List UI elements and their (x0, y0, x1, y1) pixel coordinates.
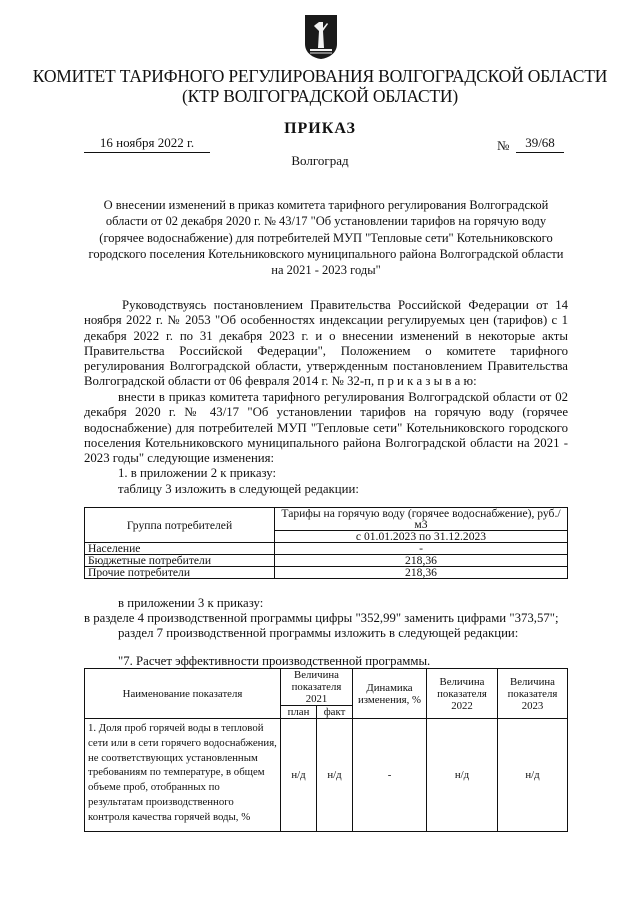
org-name: КОМИТЕТ ТАРИФНОГО РЕГУЛИРОВАНИЯ ВОЛГОГРАДСКОЙ ОБЛАСТИ (32, 66, 608, 86)
efficiency-table-header-row (85, 669, 568, 706)
tariff-value-cell: 218,36 (275, 567, 568, 579)
order-number: 39/68 (516, 135, 564, 153)
tariff-period-header: с 01.01.2023 по 31.12.2023 (275, 531, 568, 543)
amendment-paragraph: внести в приказ комитета тарифного регулирования Волгоградской области от 02 декабря 2020 г. № 43/17 "Об установлении тарифов на горячую воду (горячее водоснабжение) для потребителей МУП "Тепловые сети" Котельниковского городского поселения Котельниковского муниципального района Волгоградской области на 2021 - 2023 годы" следующие изменения: (84, 390, 568, 466)
doc-type-title: ПРИКАЗ (284, 120, 356, 137)
table-row (85, 543, 568, 555)
item-2: в приложении 3 к приказу: (118, 596, 264, 610)
section-7-title: "7. Расчет эффективности производственной программы. (118, 654, 431, 668)
city: Волгоград (291, 153, 349, 168)
tariff-table (84, 507, 568, 579)
tariff-col-value-header: Тарифы на горячую воду (горячее водоснабжение), руб./м3 (275, 508, 568, 531)
order-date: 16 ноября 2022 г. (84, 135, 210, 153)
indicator-name-cell: 1. Доля проб горячей воды в тепловой сети или в сети горячего водоснабжения, не соответствующих установленным требованиям по температуре, в общем объеме проб, отобранных по результатам производственного контроля качества горячей воды, % (85, 719, 281, 832)
item-1-instruction: таблицу 3 изложить в следующей редакции: (118, 482, 359, 496)
volgograd-coat-of-arms-icon (304, 14, 338, 60)
tariff-value-cell: - (275, 543, 568, 555)
col-value-2022: Величина показателя 2022 (427, 669, 498, 719)
col-dynamics: Динамика изменения, % (353, 669, 427, 719)
col-indicator-name: Наименование показателя (85, 669, 281, 719)
col-fact: факт (317, 706, 353, 719)
tariff-value-cell: 218,36 (275, 555, 568, 567)
tariff-group-cell: Прочие потребители (85, 567, 275, 579)
dynamics-cell: - (353, 719, 427, 832)
preamble-paragraph: Руководствуясь постановлением Правительства Российской Федерации от 14 ноября 2022 г. № 2053 "Об особенностях индексации регулируемых цен (тарифов) с 1 декабря 2022 г. по 31 декабря 2023 г. и о внесении изменений в некоторые акты Правительства Российской Федерации", Положением о комитете тарифного регулирования Волгоградской области, утвержденным постановлением Правительства Волгоградской области от 06 февраля 2014 г. № 32-п, п р и к а з ы в а ю: (84, 298, 568, 389)
col-value-2021: Величина показателя 2021 (281, 669, 353, 706)
col-plan: план (281, 706, 317, 719)
item-2-change-a: в разделе 4 производственной программы цифры "352,99" заменить цифрами "373,57"; (84, 611, 559, 625)
table-row (85, 555, 568, 567)
table-row (85, 719, 568, 832)
efficiency-table (84, 668, 568, 832)
tariff-group-cell: Бюджетные потребители (85, 555, 275, 567)
value-2022-cell: н/д (427, 719, 498, 832)
coat-of-arms-emblem (304, 14, 338, 60)
table-row (85, 567, 568, 579)
tariff-table-header-row (85, 508, 568, 531)
item-2-change-b: раздел 7 производственной программы изложить в следующей редакции: (118, 626, 519, 640)
value-2023-cell: н/д (498, 719, 568, 832)
org-short-name: (КТР ВОЛГОГРАДСКОЙ ОБЛАСТИ) (182, 86, 458, 106)
tariff-col-group-header: Группа потребителей (85, 508, 275, 543)
plan-cell: н/д (281, 719, 317, 832)
fact-cell: н/д (317, 719, 353, 832)
tariff-group-cell: Население (85, 543, 275, 555)
col-value-2023: Величина показателя 2023 (498, 669, 568, 719)
order-number-label: № (497, 138, 510, 153)
item-1: 1. в приложении 2 к приказу: (118, 466, 277, 480)
order-subject: О внесении изменений в приказ комитета тарифного регулирования Волгоградской области от 02 декабря 2020 г. № 43/17 "Об установлении тарифов на горячую воду (горячее водоснабжение) для потребителей МУП "Тепловые сети" Котельниковского городского поселения Котельниковского муниципального района Волгоградской области на 2021 - 2023 годы" (88, 198, 564, 278)
